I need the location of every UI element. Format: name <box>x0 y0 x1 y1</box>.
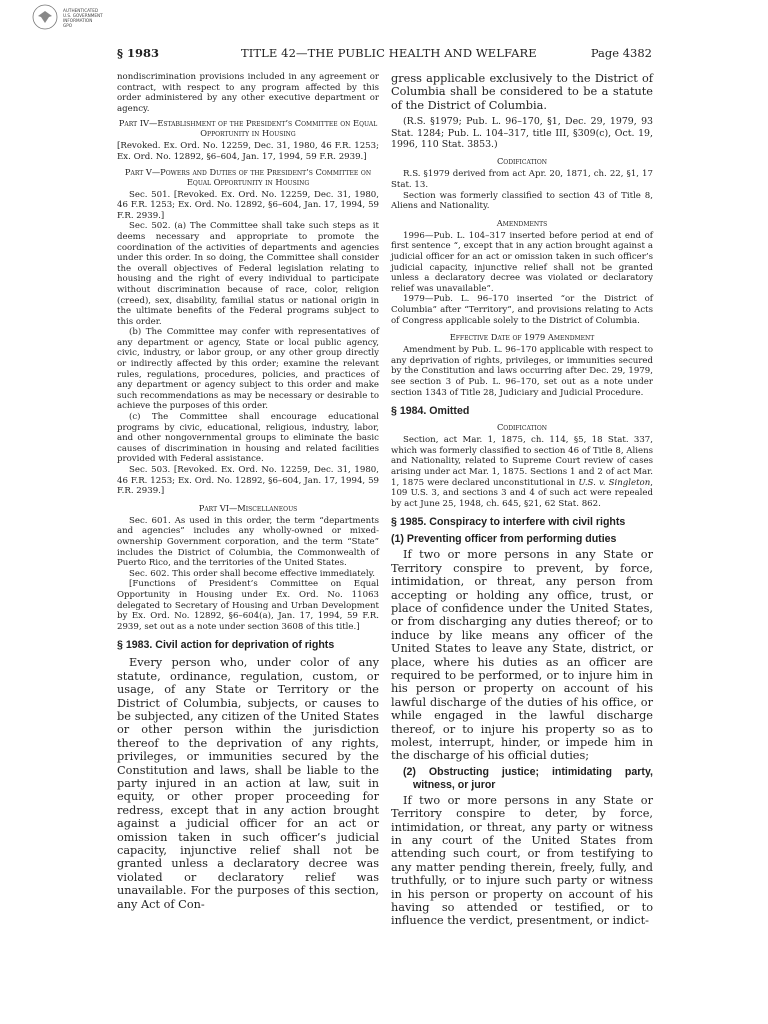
section-heading-1983: § 1983. Civil action for deprivation of rights <box>117 639 335 652</box>
paragraph: Sec. 501. [Revoked. Ex. Ord. No. 12259, Dec. 31, 1980, 46 F.R. 1253; Ex. Ord. No. 12892, §6–604, Jan. 17, 1994, 59 F.R. 2939.] <box>117 189 379 221</box>
subsection-heading: (1) Preventing officer from performing duties <box>391 533 617 546</box>
header-section: § 1983 <box>117 46 160 60</box>
running-head <box>117 46 652 62</box>
statute-text: Every person who, under color of any statute, ordinance, regulation, custom, or usage, of any State or Territory or the District of Columbia, subjects, or causes to be subjected, any citizen of the United States or other person within the jurisdiction thereof to the deprivation of any rights, privileges, or immunities secured by the Constitution and laws, shall be liable to the party injured in an action at law, suit in equity, or other proper proceeding for redress, except that in any action brought against a judicial officer for an act or omission taken in such officer’s judicial capacity, injunctive relief shall not be granted unless a declaratory decree was violated or declaratory relief was unavailable. For the purposes of this section, any Act of Con- <box>117 656 379 911</box>
left-column <box>117 72 379 911</box>
paragraph: Amendment by Pub. L. 96–170 applicable with respect to any deprivation of rights, privileges, or immunities secured by the Constitution and laws occurring after Dec. 29, 1979, see section 3 of Pub. L. 96–170, set out as a note under section 1343 of Title 28, Judiciary and Judicial Procedure. <box>391 345 653 398</box>
paragraph <box>391 435 653 509</box>
note-heading: Effective Date of 1979 Amendment <box>449 332 595 343</box>
header-page-number: Page 4382 <box>590 46 652 60</box>
seal-line: INFORMATION <box>63 18 93 23</box>
paragraph: Sec. 601. As used in this order, the term “departments and agencies” includes any wholly-owned or mixed-ownership Government corporation, and the term “State” includes the District of Columbia, the Commonwealth of Puerto Rico, and the territories of the United States. <box>117 515 379 569</box>
paragraph: [Revoked. Ex. Ord. No. 12259, Dec. 31, 1980, 46 F.R. 1253; Ex. Ord. No. 12892, §6–604, Jan. 17, 1994, 59 F.R. 2939.] <box>117 141 379 162</box>
source-credit: (R.S. §1979; Pub. L. 96–170, §1, Dec. 29, 1979, 93 Stat. 1284; Pub. L. 104–317, title III, §309(c), Oct. 19, 1996, 110 Stat. 3853.) <box>391 116 653 151</box>
text-span: , 109 U.S. 3, and sections 3 and 4 of such act were repealed by act June 25, 1948, ch. 645, §21, 62 Stat. 862. <box>391 477 653 509</box>
paragraph: 1996—Pub. L. 104–317 inserted before period at end of first sentence “, except that in any action brought against a judicial officer for an act or omission taken in such officer’s judicial capacity, injunctive relief shall not be granted unless a declaratory decree was violated or declaratory relief was unavailable”. <box>391 230 653 294</box>
statute-text: gress applicable exclusively to the District of Columbia shall be considered to be a statute of the District of Columbia. <box>391 72 653 112</box>
note-heading: Codification <box>496 422 548 433</box>
section-heading-1984: § 1984. Omitted <box>391 405 470 418</box>
paragraph: Sec. 503. [Revoked. Ex. Ord. No. 12259, Dec. 31, 1980, 46 F.R. 1253; Ex. Ord. No. 12892, §6–604, Jan. 17, 1994, 59 F.R. 2939.] <box>117 465 379 497</box>
gpo-authentication-seal <box>30 2 110 32</box>
case-name: U.S. v. Singleton <box>578 477 651 488</box>
note-heading: Codification <box>496 156 548 167</box>
statute-text: If two or more persons in any State or Territory conspire to prevent, by force, intimidation, or threat, any person from accepting or holding any office, trust, or place of confidence under the United States, or from discharging any duties thereof; or to induce by like means any officer of the United States to leave any State, district, or place, where his duties as an officer are required to be performed, or to injure him in his person or property on account of his lawful discharge of the duties of his office, or while engaged in the lawful discharge thereof, or to injure his property so as to molest, interrupt, hinder, or impede him in the discharge of his official duties; <box>391 548 653 763</box>
seal-line: AUTHENTICATED <box>63 8 99 13</box>
seal-line: GPO <box>63 23 73 28</box>
part-heading: Part V—Powers and Duties of the President’s Committee on Equal Opportunity in Housing <box>124 166 372 187</box>
seal-line: U.S. GOVERNMENT <box>63 13 103 18</box>
header-title: TITLE 42—THE PUBLIC HEALTH AND WELFARE <box>241 46 537 60</box>
paragraph: (c) The Committee shall encourage educational programs by civic, educational, religious, industry, labor, and other nongovernmental groups to eliminate the basic causes of discrimination in housing and related facilities provided with Federal assistance. <box>117 412 379 465</box>
paragraph: nondiscrimination provisions included in any agreement or contract, with respect to any program affected by this order administered by any other executive department or agency. <box>117 72 379 114</box>
paragraph: Sec. 602. This order shall become effective immediately. <box>129 568 376 579</box>
paragraph: R.S. §1979 derived from act Apr. 20, 1871, ch. 22, §1, 17 Stat. 13. <box>391 169 653 191</box>
paragraph: [Functions of President’s Committee on Equal Opportunity in Housing under Ex. Ord. No. 11063 delegated to Secretary of Housing and Urban Development by Ex. Ord. No. 12892, §6–604(a), Jan. 17, 1994, 59 F.R. 2939, set out as a note under section 3608 of this title.] <box>117 579 379 632</box>
statute-text: If two or more persons in any State or Territory conspire to deter, by force, intimidation, or threat, any party or witness in any court of the United States from attending such court, or from testifying to any matter pending therein, freely, fully, and truthfully, or to injure such party or witness in his person or property on account of his having so attended or testified, or to influence the verdict, presentment, or indict- <box>391 793 653 928</box>
seal-caption <box>63 8 113 28</box>
paragraph: 1979—Pub. L. 96–170 inserted “or the District of Columbia” after “Territory”, and provisions relating to Acts of Congress applicable solely to the District of Columbia. <box>391 294 653 326</box>
subsection-heading: (2) Obstructing justice; intimidating party, witness, or juror <box>403 765 653 791</box>
paragraph: Sec. 502. (a) The Committee shall take such steps as it deems necessary and appropriate to promote the coordination of the activities of departments and agencies under this order. In so doing, the Committee shall consider the overall objectives of Federal legislation relating to housing and the right of every individual to participate without discrimination because of race, color, religion (creed), sex, disability, familial status or national origin in the ultimate benefits of the Federal programs subject to this order. <box>117 221 379 327</box>
right-column <box>391 72 653 928</box>
eagle-seal-icon <box>30 2 60 32</box>
paragraph: (b) The Committee may confer with representatives of any department or agency, State or local public agency, civic, industry, or labor group, or any other group directly or indirectly affected by this order; examine the relevant rules, regulations, procedures, policies, and practices of any department or agency subject to this order and make such recommendations as may be necessary or desirable to achieve the purposes of this order. <box>117 327 379 412</box>
section-heading-1985: § 1985. Conspiracy to interfere with civil rights <box>391 516 626 529</box>
text-span: Section, act Mar. 1, 1875, ch. 114, §5, 18 Stat. 337, which was formerly classified to section 46 of Title 8, Aliens and Nationality, related to Supreme Court review of cases arising under act Mar. 1, 1875. Sections 1 and 2 of act Mar. 1, 1875 were declared unconstitutional in <box>391 435 654 488</box>
paragraph: Section was formerly classified to section 43 of Title 8, Aliens and Nationality. <box>391 190 653 212</box>
part-heading: Part VI—Miscellaneous <box>198 502 298 513</box>
note-heading: Amendments <box>496 217 548 228</box>
part-heading: Part IV—Establishment of the President’s Committee on Equal Opportunity in Housing <box>118 118 378 139</box>
